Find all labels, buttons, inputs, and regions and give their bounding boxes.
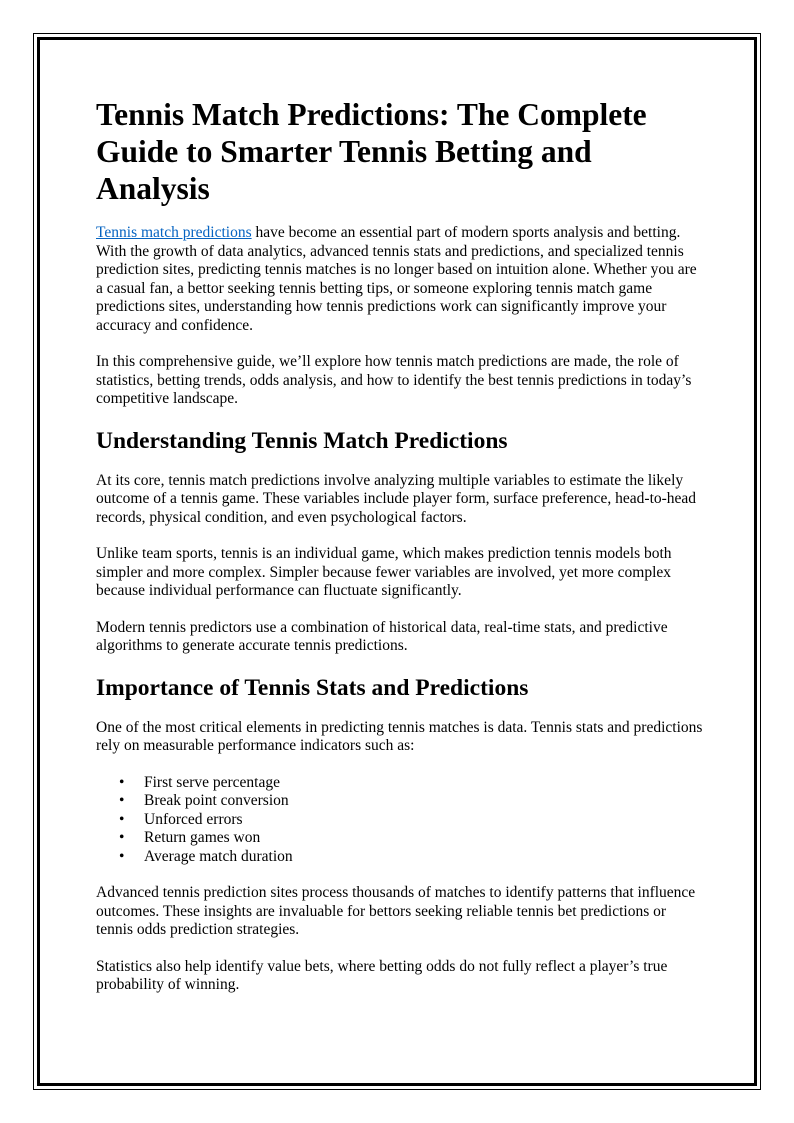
stats-indicator-list [96, 774, 706, 867]
list-item: • Average match duration [144, 848, 706, 867]
list-item: • Unforced errors [144, 811, 706, 830]
section2-paragraph: Advanced tennis prediction sites process thousands of matches to identify patterns that influence outcomes. These insights are invaluable for bettors seeking reliable tennis bet predictions or tennis odds prediction strategies. [96, 884, 696, 938]
intro-text: have become an essential part of modern sports analysis and betting. With the growth of data analytics, advanced tennis stats and predictions, and specialized tennis prediction sites, predicting tennis matches is no longer based on intuition alone. Whether you are a casual fan, a bettor seeking tennis betting tips, or someone exploring tennis match game predictions sites, understanding how tennis predictions work can significantly improve your accuracy and confidence. [96, 224, 697, 334]
section1-paragraph: Unlike team sports, tennis is an individual game, which makes prediction tennis models both simpler and more complex. Simpler because fewer variables are involved, yet more complex because individual performance can fluctuate significantly. [96, 545, 672, 599]
section2-intro: One of the most critical elements in predicting tennis matches is data. Tennis stats and predictions rely on measurable performance indicators such as: [96, 718, 703, 754]
list-item: • Return games won [144, 829, 706, 848]
tennis-match-predictions-link[interactable]: Tennis match predictions [96, 224, 252, 241]
section2-paragraph: Statistics also help identify value bets, where betting odds do not fully reflect a player’s true probability of winning. [96, 957, 668, 993]
section-heading-stats: Importance of Tennis Stats and Predictions [96, 674, 529, 701]
intro-paragraph-2: In this comprehensive guide, we’ll explore how tennis match predictions are made, the role of statistics, betting trends, odds analysis, and how to identify the best tennis predictions in today’s competitive landscape. [96, 353, 692, 407]
article-body [96, 96, 706, 1013]
section1-paragraph: At its core, tennis match predictions involve analyzing multiple variables to estimate the likely outcome of a tennis game. These variables include player form, surface preference, head-to-head records, physical condition, and even psychological factors. [96, 471, 697, 526]
section1-paragraph: Modern tennis predictors use a combination of historical data, real-time stats, and predictive algorithms to generate accurate tennis predictions. [96, 618, 668, 654]
section-heading-understanding: Understanding Tennis Match Predictions [96, 427, 508, 454]
article-title: Tennis Match Predictions: The Complete Guide to Smarter Tennis Betting and Analysis [96, 97, 647, 206]
intro-paragraph [96, 224, 706, 335]
list-item: • First serve percentage [144, 774, 706, 793]
list-item: • Break point conversion [144, 792, 706, 811]
